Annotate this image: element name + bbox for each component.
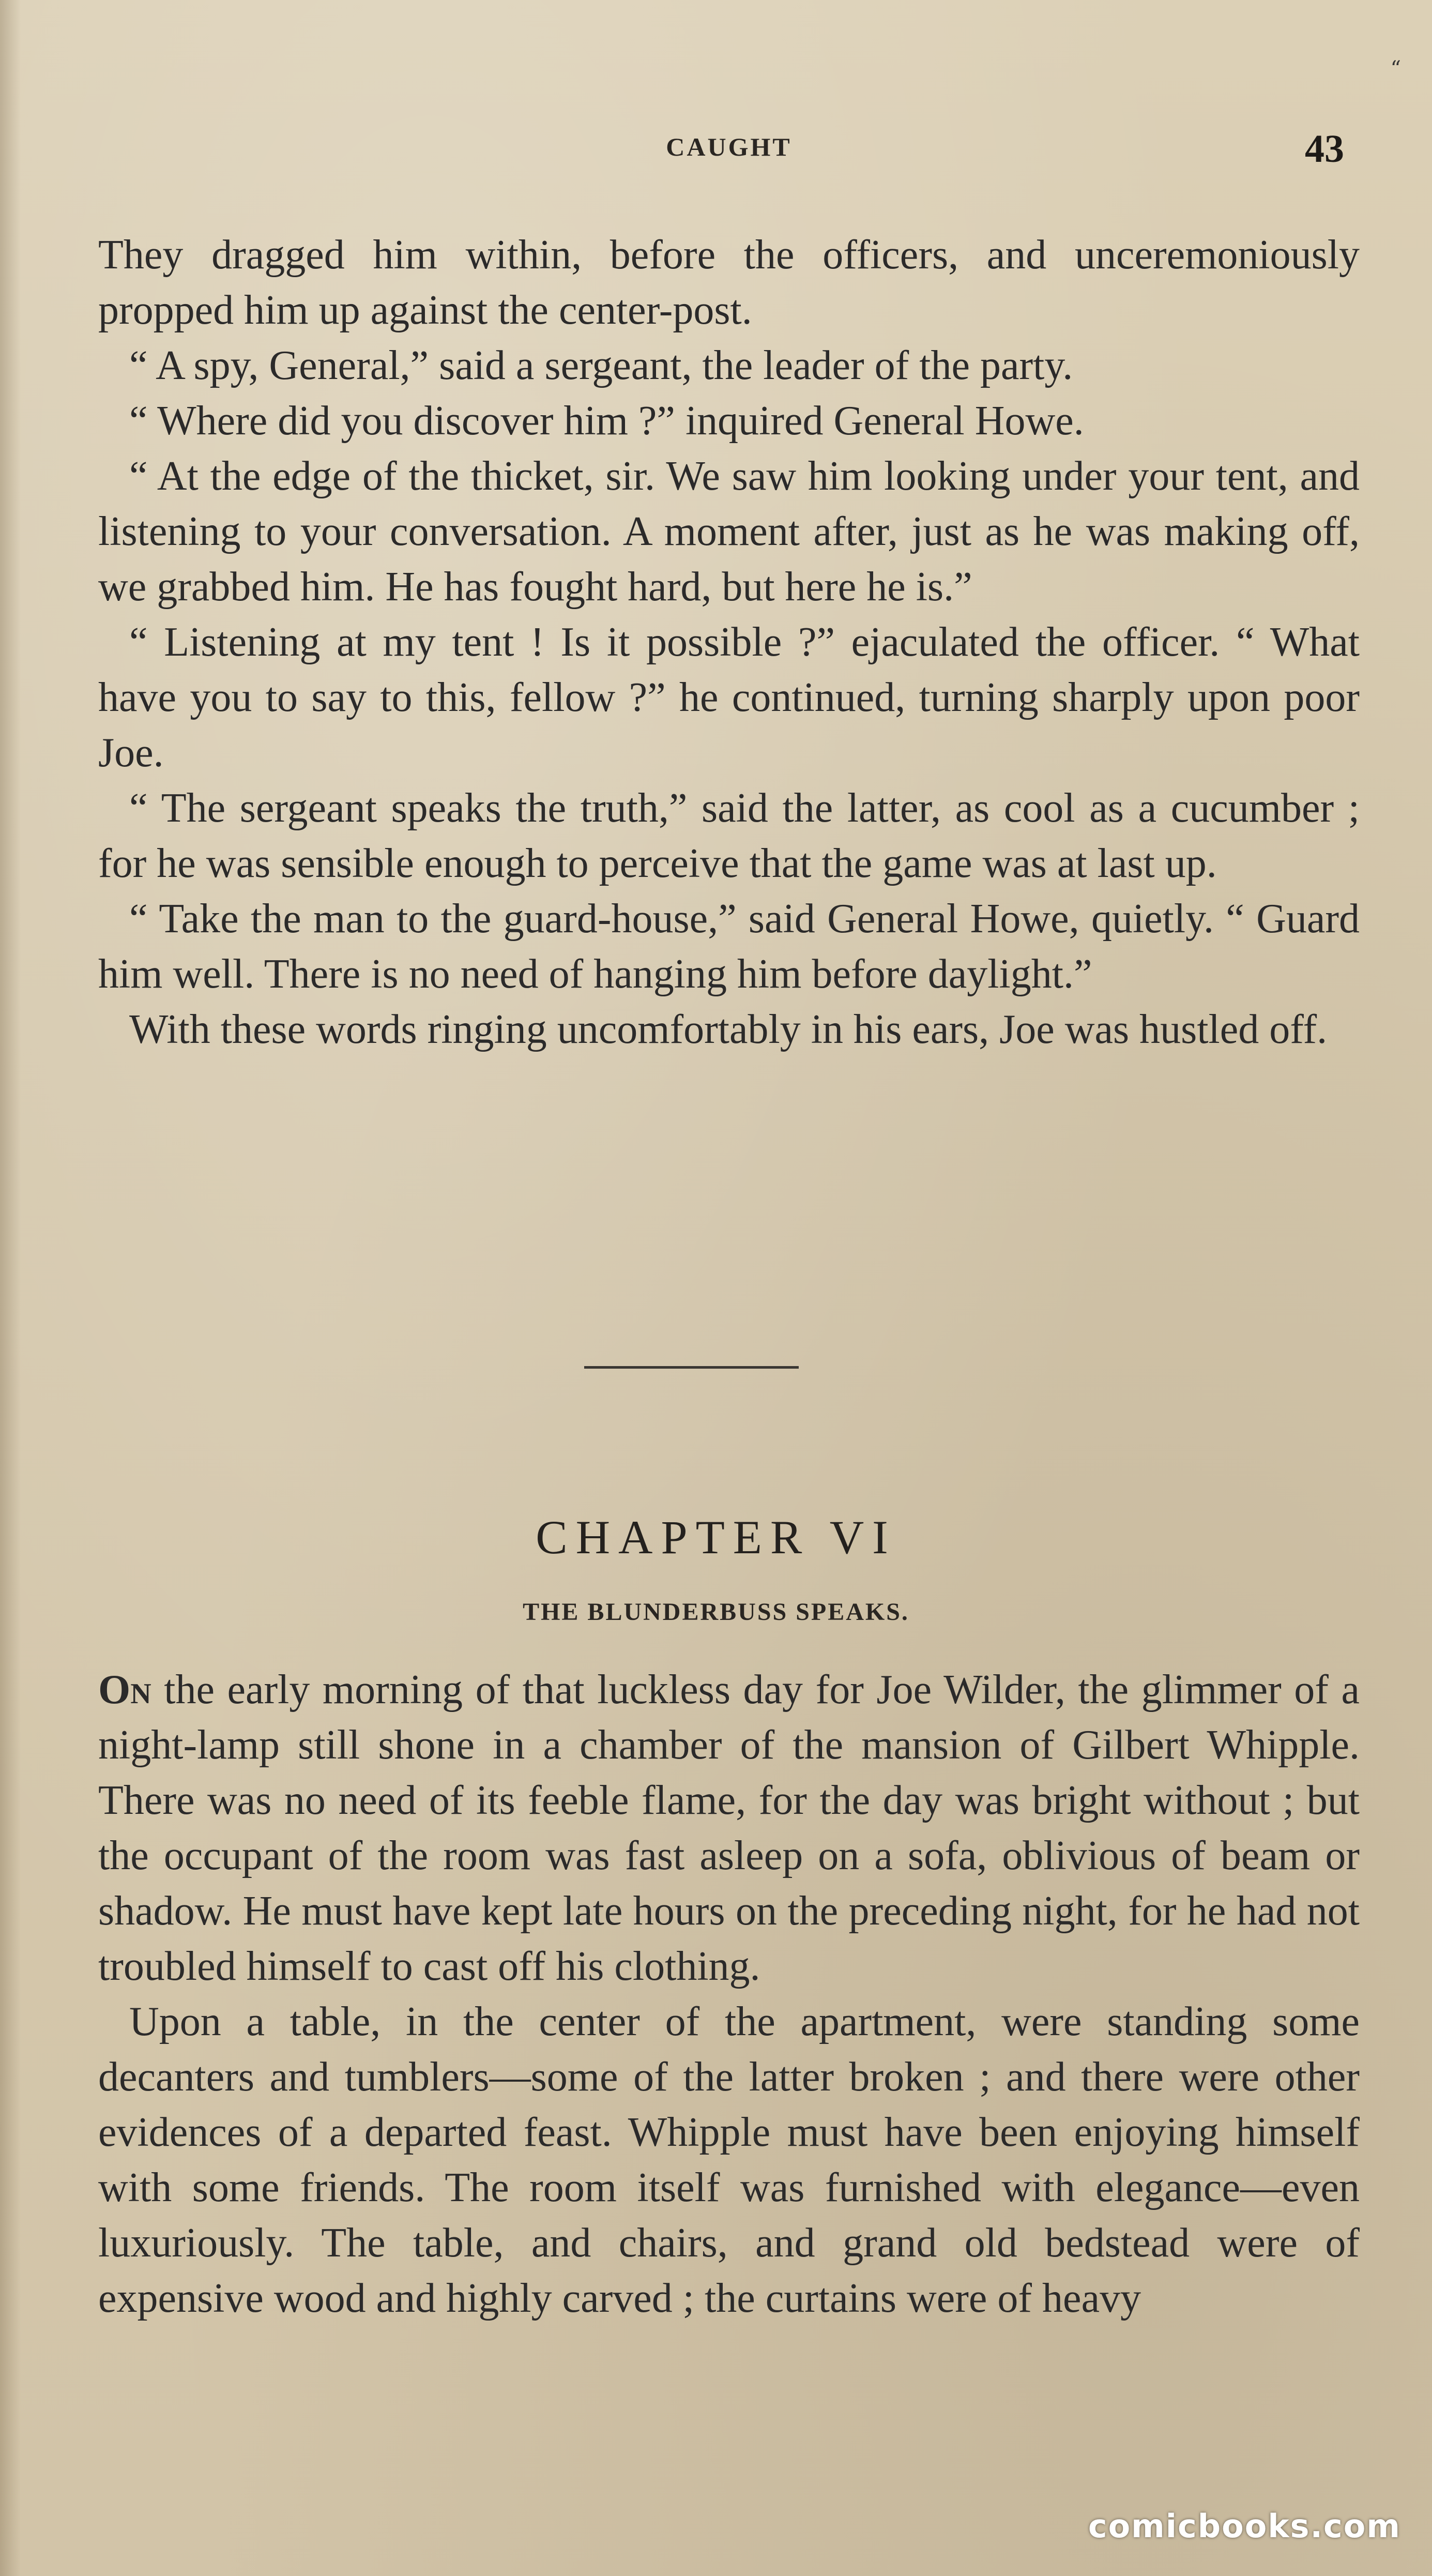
opening-paragraph (98, 1662, 1360, 1994)
chapter-subtitle: THE BLUNDERBUSS SPEAKS. (523, 1598, 909, 1626)
paragraph: “ The sergeant speaks the truth,” said the latter, as cool as a cucumber ; for he was sensible enough to perceive that the game was at last up. (98, 785, 1360, 886)
section-caught-text (98, 228, 1360, 1057)
page-edge-shadow (0, 0, 21, 2576)
lead-word: On (98, 1667, 151, 1713)
paragraph: They dragged him within, before the officers, and unceremoniously propped him up against the center-post. (98, 232, 1360, 333)
paragraph: With these words ringing uncomfortably in his ears, Joe was hustled off. (129, 1007, 1328, 1052)
chapter-body-text (98, 1662, 1360, 2326)
paragraph: “ Take the man to the guard-house,” said General Howe, quietly. “ Guard him well. There is no need of hanging him before daylight.” (98, 896, 1360, 997)
page-number: 43 (1305, 127, 1344, 171)
opening-paragraph-text: the early morning of that luckless day for Joe Wilder, the glimmer of a night-lamp still shone in a chamber of the mansion of Gilbert Whipple. There was no need of its feeble flame, for the day was bright without ; but the occupant of the room was fast asleep on a sofa, oblivious of beam or shadow. He must have kept late hours on the preceding night, for he had not troubled himself to cast off his clothing. (98, 1667, 1360, 1989)
chapter-title: CHAPTER VI (536, 1511, 896, 1564)
paragraph: “ At the edge of the thicket, sir. We saw him looking under your tent, and listening to your conversation. A moment after, just as he was making off, we grabbed him. He has fought hard, but here he is.” (98, 453, 1360, 610)
paragraph: “ Where did you discover him ?” inquired General Howe. (129, 398, 1084, 444)
corner-mark: “ (1390, 57, 1401, 81)
running-head: CAUGHT (666, 132, 792, 161)
paragraph: Upon a table, in the center of the apartment, were standing some decanters and tumblers—some of the latter broken ; and there were other evidences of a departed feast. Whipple must have been enjoying himself with some friends. The room itself was furnished with elegance—even luxuriously. The table, and chairs, and grand old bedstead were of expensive wood and highly carved ; the curtains were of heavy (98, 1999, 1360, 2321)
watermark: comicbooks.com (1088, 2507, 1401, 2545)
paragraph: “ Listening at my tent ! Is it possible ?” ejaculated the officer. “ What have you to say to this, fellow ?” he continued, turning sharply upon poor Joe. (98, 619, 1360, 776)
section-divider (584, 1366, 799, 1369)
page-header (98, 127, 1360, 173)
paragraph: “ A spy, General,” said a sergeant, the leader of the party. (129, 343, 1073, 388)
